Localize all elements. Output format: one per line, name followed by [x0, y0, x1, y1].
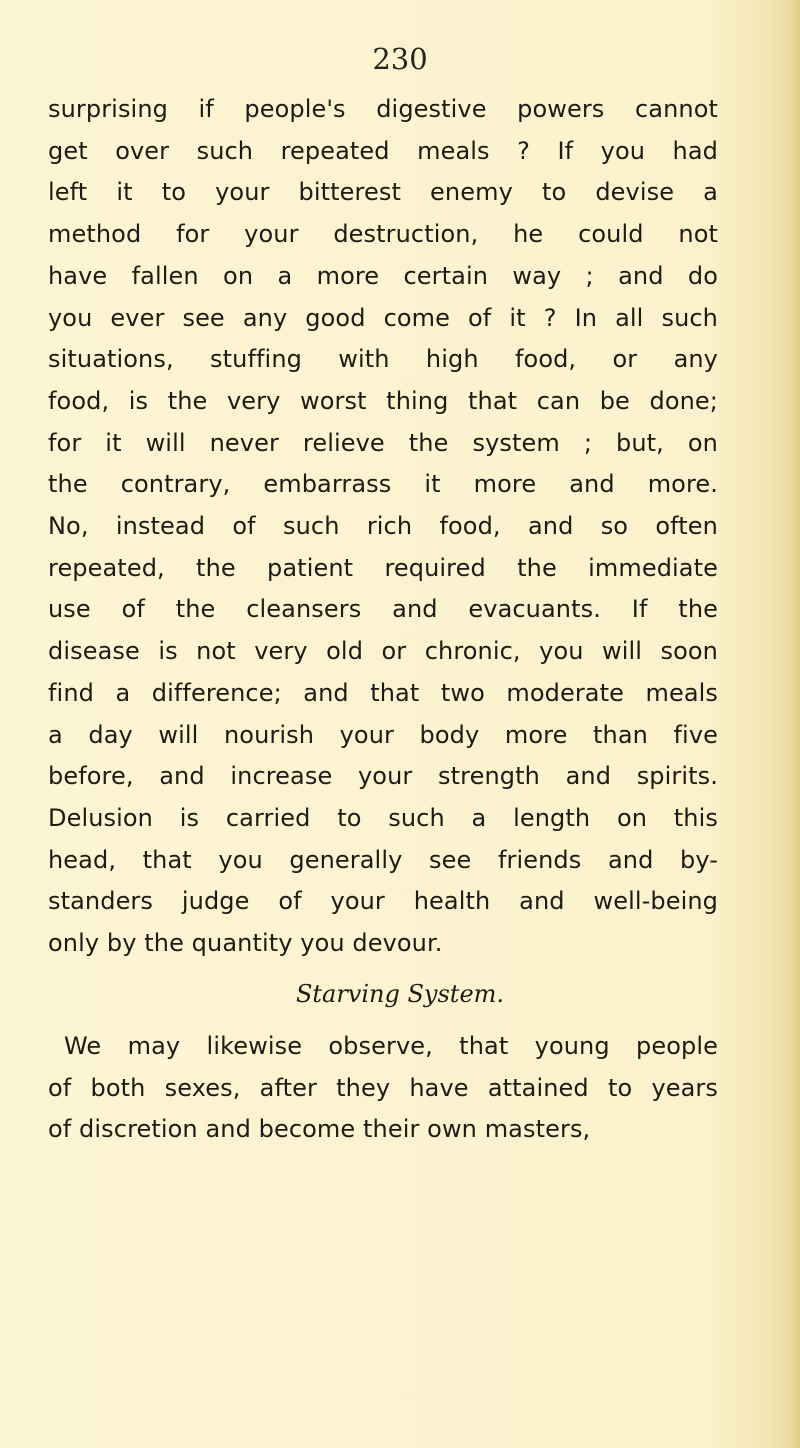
- section-heading: Starving System.: [295, 980, 505, 1008]
- text-line: use of the cleansers and evacuants. If the: [48, 595, 718, 624]
- text-line: of discretion and become their own masters,: [48, 1115, 591, 1144]
- text-line: find a difference; and that two moderate meals: [48, 678, 718, 707]
- text-line: No, instead of such rich food, and so often: [48, 512, 718, 541]
- text-line: have fallen on a more certain way ; and do: [48, 261, 718, 290]
- page-number: 230: [372, 42, 428, 76]
- text-line: a day will nourish your body more than five: [48, 720, 718, 749]
- paragraph-2: [48, 1026, 718, 1151]
- text-line: left it to your bitterest enemy to devise a: [48, 178, 718, 207]
- text-line: method for your destruction, he could not: [48, 220, 718, 249]
- text-line: before, and increase your strength and spirits.: [48, 762, 718, 791]
- text-line: head, that you generally see friends and by-: [48, 845, 718, 874]
- text-line: get over such repeated meals ? If you had: [48, 136, 718, 165]
- text-line: you ever see any good come of it ? In all such: [48, 303, 718, 332]
- text-line: situations, stuffing with high food, or any: [48, 345, 718, 374]
- text-line: disease is not very old or chronic, you will soon: [48, 637, 718, 666]
- page-edge: [788, 0, 800, 1448]
- text-line: of both sexes, after they have attained to years: [48, 1073, 718, 1102]
- text-line: food, is the very worst thing that can be done;: [48, 386, 718, 415]
- text-line: Delusion is carried to such a length on this: [48, 803, 718, 832]
- text-line: for it will never relieve the system ; but, on: [48, 428, 718, 457]
- paragraph-1: [48, 89, 718, 965]
- text-line: only by the quantity you devour.: [48, 929, 443, 958]
- text-line: standers judge of your health and well-being: [48, 887, 718, 916]
- text-line: the contrary, embarrass it more and more.: [48, 470, 718, 499]
- text-line: repeated, the patient required the immediate: [48, 553, 718, 582]
- text-line: surprising if people's digestive powers cannot: [48, 95, 718, 123]
- text-line: We may likewise observe, that young people: [64, 1032, 718, 1060]
